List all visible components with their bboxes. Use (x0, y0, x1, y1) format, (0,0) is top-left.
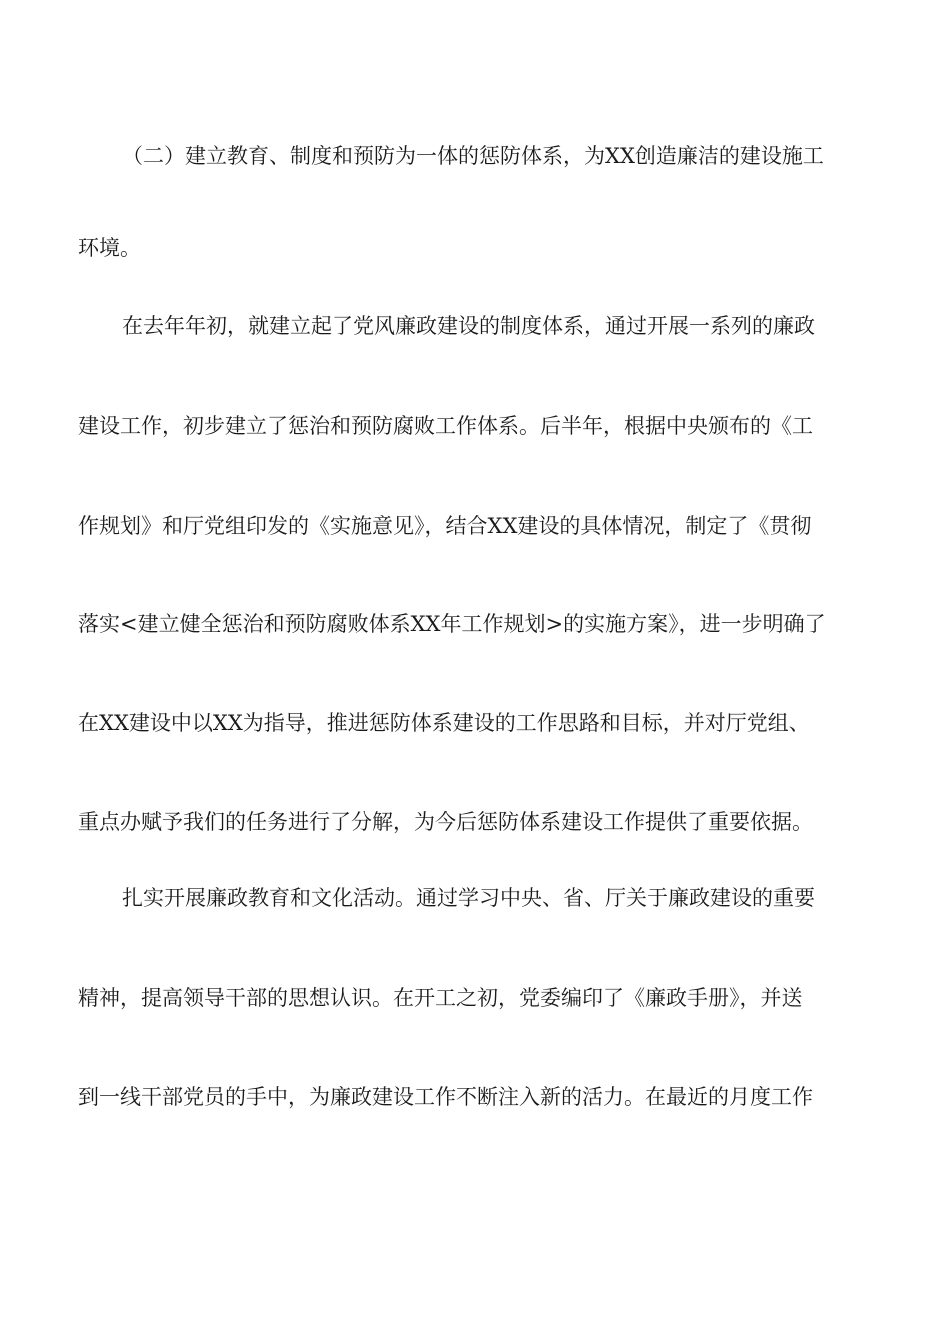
paragraph-3-line-3: 到一线干部党员的手中，为廉政建设工作不断注入新的活力。在最近的月度工作 (78, 1085, 813, 1109)
paragraph-2-line-6: 重点办赋予我们的任务进行了分解，为今后惩防体系建设工作提供了重要依据。 (78, 810, 813, 834)
paragraph-1-line-2: 环境。 (78, 236, 141, 260)
paragraph-2-line-4: 落实<建立健全惩治和预防腐败体系XX年工作规划>的实施方案》，进一步明确了 (78, 612, 826, 636)
paragraph-3-line-1: 扎实开展廉政教育和文化活动。通过学习中央、省、厅关于廉政建设的重要 (122, 886, 815, 910)
paragraph-1-line-1: （二）建立教育、制度和预防为一体的惩防体系，为XX创造廉洁的建设施工 (122, 144, 824, 168)
paragraph-2-line-5: 在XX建设中以XX为指导，推进惩防体系建设的工作思路和目标，并对厅党组、 (78, 711, 810, 735)
paragraph-3-line-2: 精神，提高领导干部的思想认识。在开工之初，党委编印了《廉政手册》，并送 (78, 986, 803, 1010)
paragraph-2-line-3: 作规划》和厅党组印发的《实施意见》，结合XX建设的具体情况，制定了《贯彻 (78, 514, 812, 538)
paragraph-2-line-2: 建设工作，初步建立了惩治和预防腐败工作体系。后半年，根据中央颁布的《工 (78, 414, 813, 438)
paragraph-2-line-1: 在去年年初，就建立起了党风廉政建设的制度体系，通过开展一系列的廉政 (122, 314, 815, 338)
